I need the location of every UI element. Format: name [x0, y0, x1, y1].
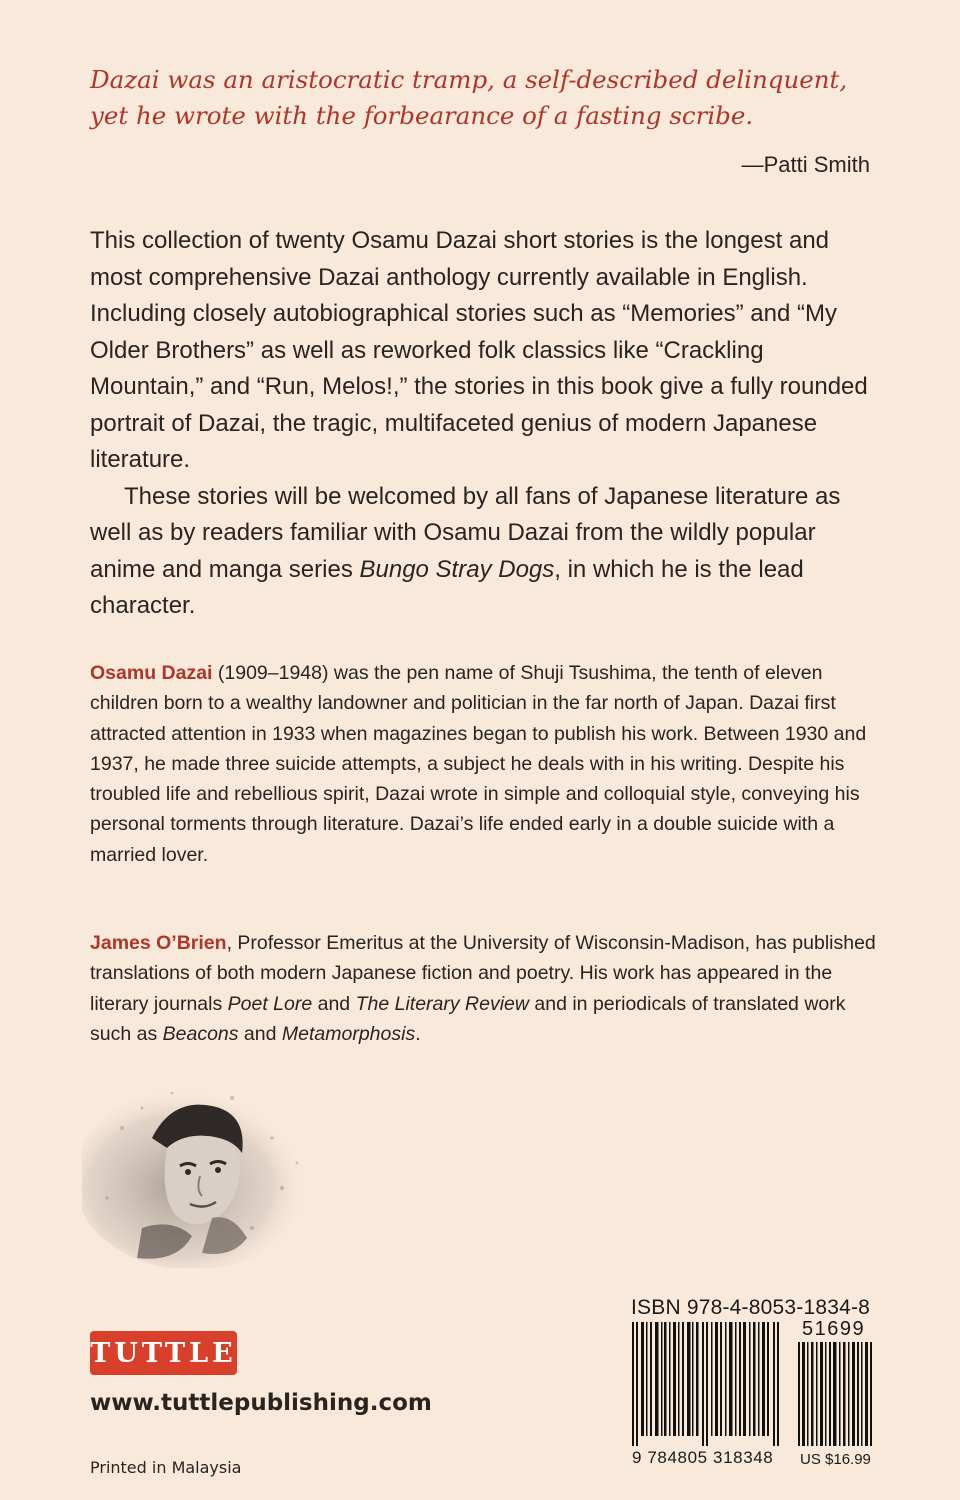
translator-bio-text: , Professor Emeritus at the University of Wisconsin-Madison, has published translations of both modern Japanese fiction and poetry. His work has appeared in the literary journals	[90, 932, 876, 1015]
author-name: Osamu Dazai	[90, 662, 213, 684]
publisher-website[interactable]: www.tuttlepublishing.com	[90, 1390, 432, 1416]
price-barcode	[798, 1342, 874, 1446]
barcode-number: 9 784805 318348	[632, 1448, 774, 1467]
translator-name: James O’Brien	[90, 932, 227, 954]
summary-paragraph-2-end: , in which he is the lead character.	[90, 555, 804, 619]
translator-bio-text: and	[238, 1022, 282, 1045]
translator-bio-text: and in periodicals of translated work such as	[90, 992, 846, 1045]
author-bio	[90, 658, 880, 870]
translator-bio-text: .	[415, 1022, 421, 1045]
translator-bio	[90, 928, 880, 1049]
summary-paragraph-2	[90, 479, 880, 625]
epigraph-quote: Dazai was an aristocratic tramp, a self-described delinquent, yet he wrote with the forbearance of a fasting scribe.	[90, 65, 848, 130]
journal-title: Poet Lore	[227, 992, 313, 1015]
tuttle-logo: TUTTLE	[90, 1331, 237, 1375]
epigraph-attribution: —Patti Smith	[741, 152, 870, 177]
price-label: US $16.99	[800, 1451, 871, 1468]
price-code: 51699	[802, 1318, 866, 1340]
translator-bio-text: and	[312, 992, 356, 1015]
isbn-barcode	[632, 1322, 780, 1446]
isbn-label: ISBN 978-4-8053-1834-8	[631, 1296, 871, 1319]
periodical-title: Metamorphosis	[281, 1022, 416, 1045]
journal-title: The Literary Review	[355, 992, 529, 1015]
series-title: Bungo Stray Dogs	[359, 555, 555, 583]
author-bio-text: (1909–1948) was the pen name of Shuji Tsushima, the tenth of eleven children born to a wealthy landowner and politician in the far north of Japan. Dazai first attracted attention in 1933 when magazines began to publish his work. Between 1930 and 1937, he made three suicide attempts, a subject he deals with in his writing. Despite his troubled life and rebellious spirit, Dazai wrote in simple and colloquial style, conveying his personal torments through literature. Dazai’s life ended early in a double suicide with a married lover.	[90, 662, 867, 866]
periodical-title: Beacons	[162, 1022, 239, 1045]
book-summary	[90, 223, 880, 625]
summary-paragraph-1: This collection of twenty Osamu Dazai short stories is the longest and most comprehensive Dazai anthology currently available in English. Including closely autobiographical stories such as “Memories” and “My Older Brothers” as well as reworked folk classics like “Crackling Mountain,” and “Run, Melos!,” the stories in this book give a fully rounded portrait of Dazai, the tragic, multifaceted genius of modern Japanese literature.	[90, 227, 868, 473]
summary-paragraph-2-start: These stories will be welcomed by all fans of Japanese literature as well as by readers familiar with Osamu Dazai from the wildly popular anime and manga series	[90, 482, 841, 583]
author-portrait	[82, 1068, 322, 1268]
printed-in: Printed in Malaysia	[90, 1458, 242, 1477]
